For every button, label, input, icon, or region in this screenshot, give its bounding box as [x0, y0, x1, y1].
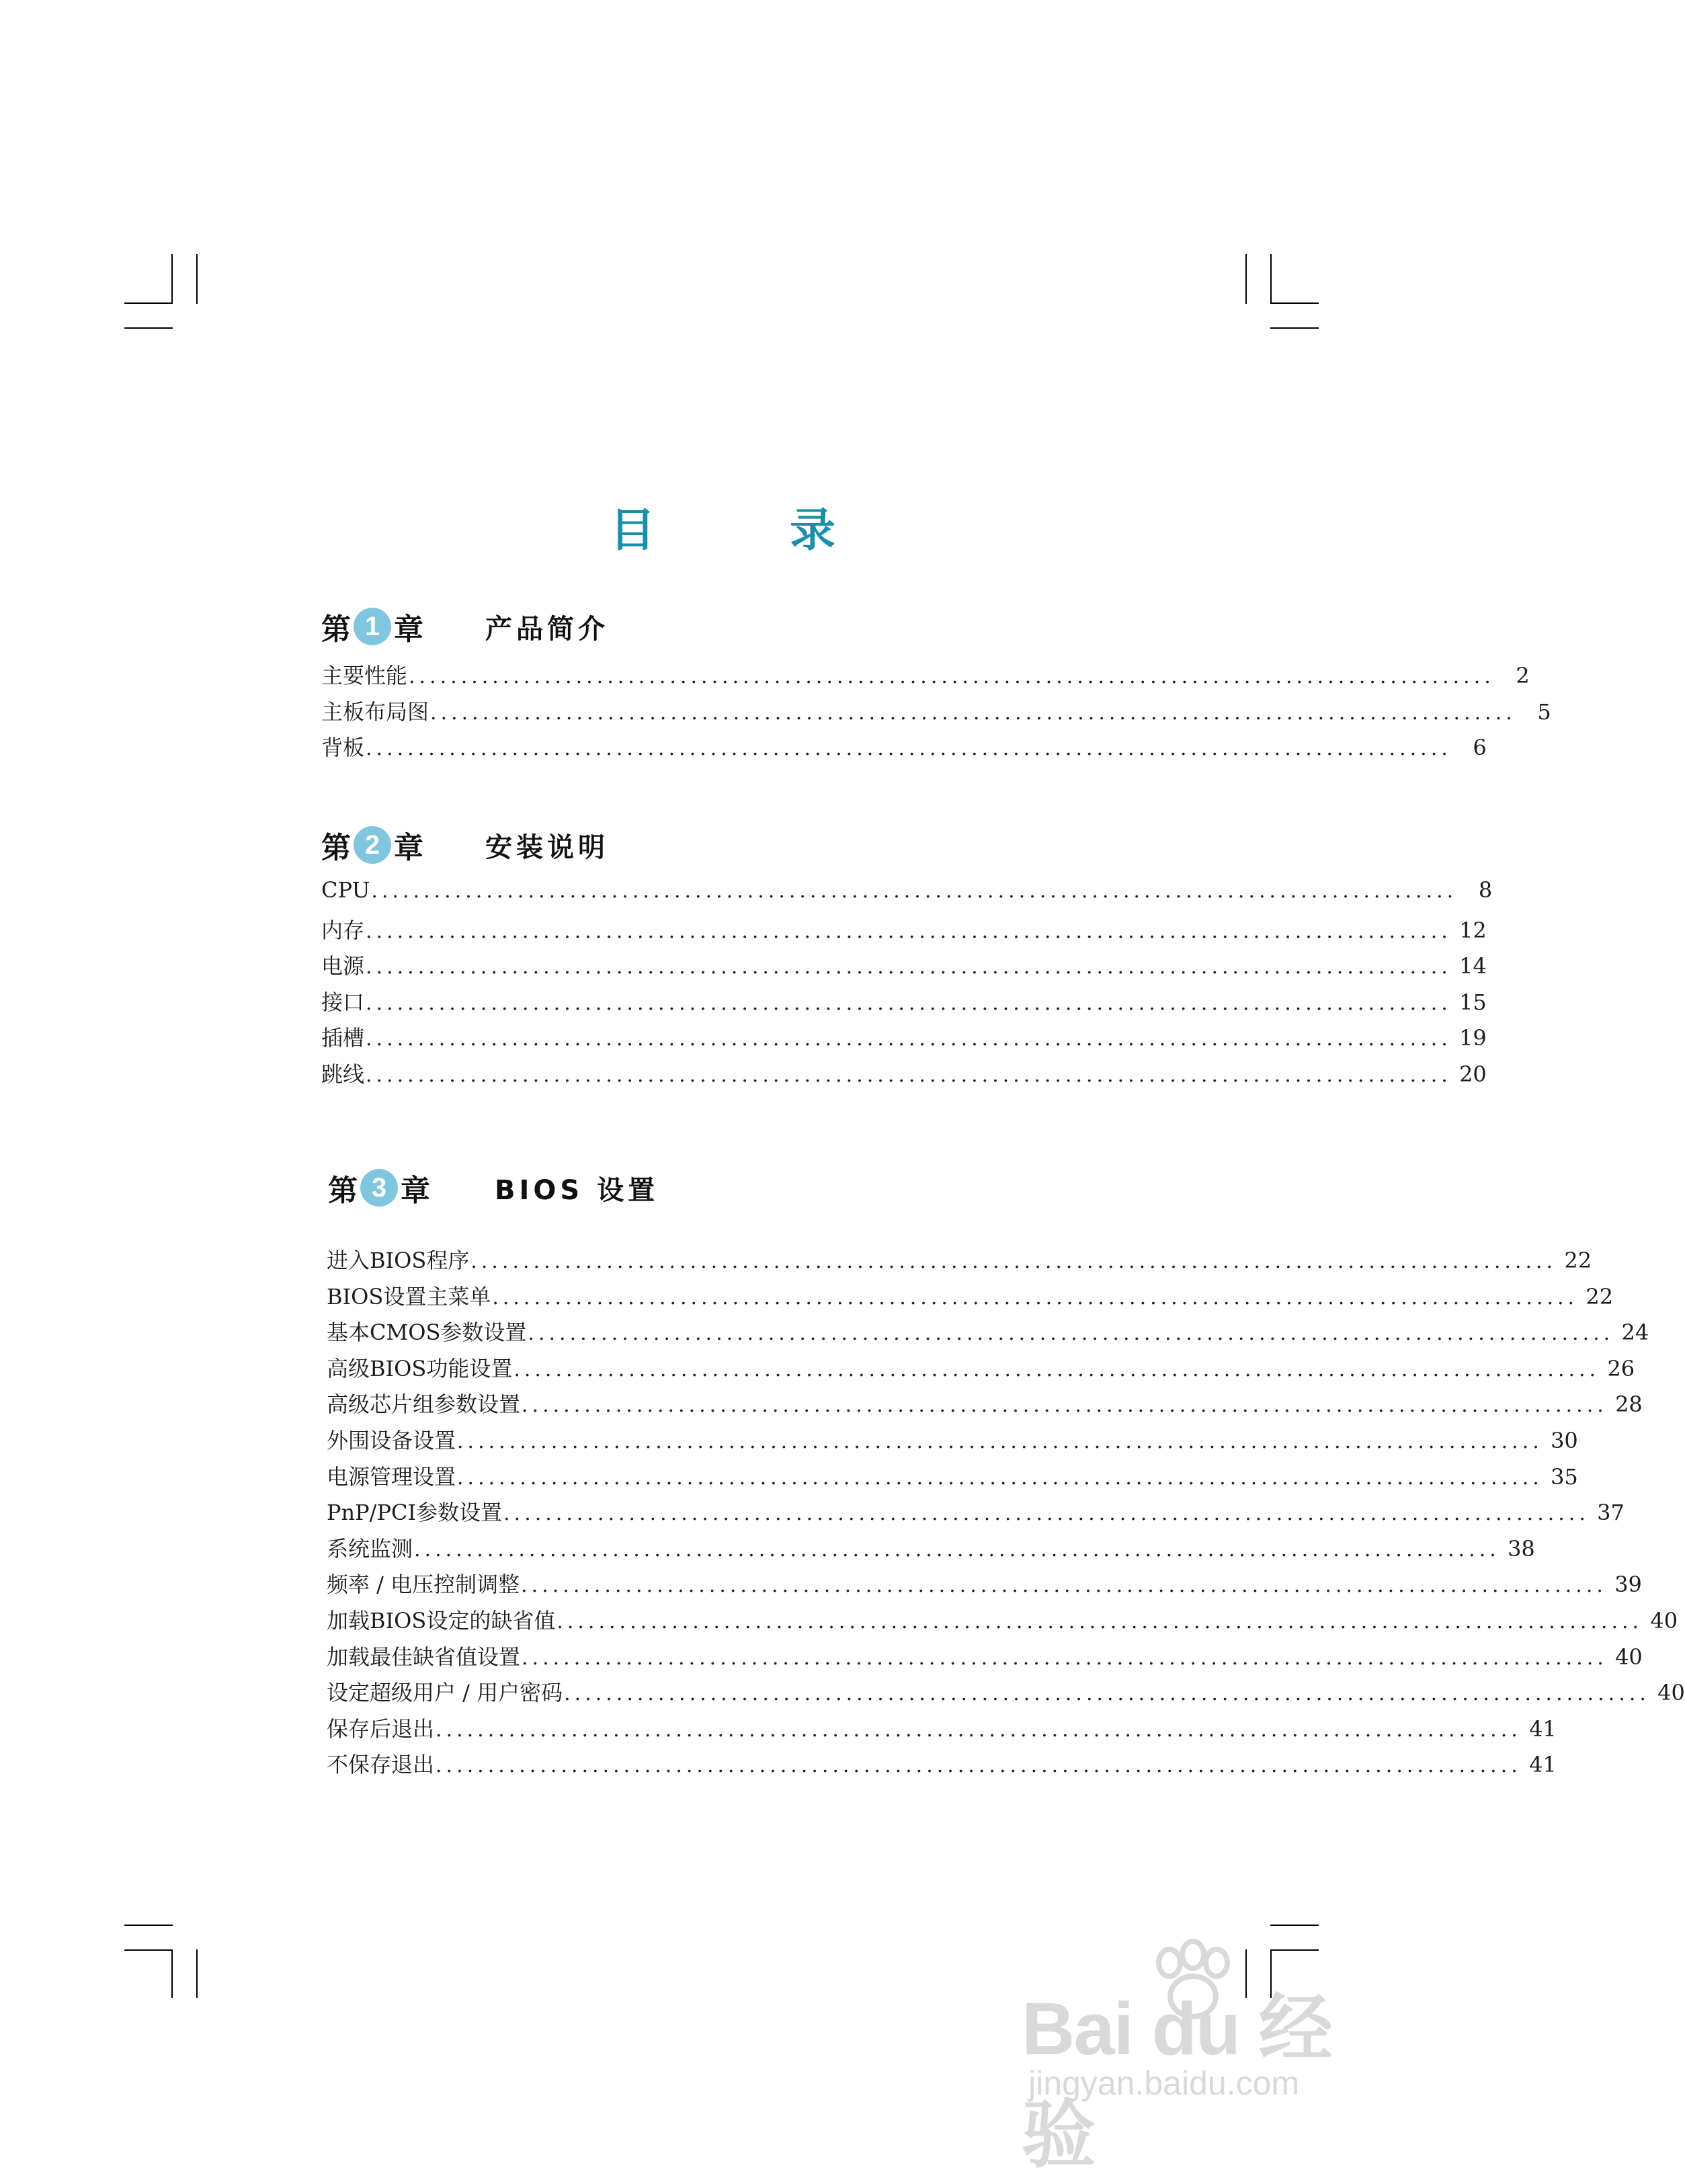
dot-leader: ........................................................................................................: [528, 1322, 1614, 1346]
toc-entry-label: 接口: [321, 989, 365, 1015]
chapter-number-badge: 3: [360, 1169, 398, 1207]
dot-leader: ........................................................................................................: [366, 919, 1452, 943]
watermark-logo: Bai du 经验: [1022, 1988, 1331, 2177]
toc-entry-label: 保存后退出: [327, 1715, 435, 1742]
toc-entry-page: 26: [1607, 1355, 1635, 1381]
chapter-heading-3: [328, 1166, 659, 1209]
chapter-number-badge: 2: [354, 826, 391, 864]
toc-entry: [327, 1712, 1557, 1743]
toc-entry-label: 电源管理设置: [327, 1463, 456, 1490]
toc-entry-label: 主板布局图: [321, 698, 429, 725]
page-title: [0, 494, 1445, 559]
toc-entry-label: BIOS设置主菜单: [327, 1283, 491, 1309]
chapter-suffix: 章: [394, 831, 423, 865]
crop-mark: [196, 1949, 198, 1998]
dot-leader: ........................................................................................................: [430, 700, 1516, 725]
dot-leader: ........................................................................................................: [366, 955, 1452, 979]
toc-entry: [327, 1532, 1535, 1563]
toc-entry-label: 高级芯片组参数设置: [327, 1391, 521, 1418]
toc-entry-label: 进入BIOS程序: [327, 1248, 470, 1273]
toc-entry-label: 系统监测: [327, 1535, 413, 1562]
dot-leader: ........................................................................................................: [366, 991, 1452, 1015]
title-char-2: 录: [790, 504, 836, 557]
toc-entry-page: 41: [1529, 1715, 1557, 1742]
toc-entry-page: 24: [1621, 1320, 1649, 1346]
dot-leader: ........................................................................................................: [366, 1063, 1452, 1087]
toc-entry: [327, 1280, 1614, 1311]
toc-entry: [327, 1604, 1678, 1635]
toc-entry-page: 22: [1564, 1248, 1592, 1273]
toc-entry-page: 12: [1459, 917, 1487, 943]
toc-entry-page: 20: [1459, 1061, 1487, 1087]
toc-entry-label: 设定超级用户 / 用户密码: [327, 1680, 563, 1706]
toc-entry-label: 内存: [321, 917, 365, 943]
chapter-suffix: 章: [401, 1174, 430, 1208]
toc-entry: [327, 1244, 1592, 1275]
dot-leader: ........................................................................................................: [366, 1027, 1452, 1051]
dot-leader: ........................................................................................................: [371, 879, 1458, 903]
toc-entry: [327, 1424, 1578, 1455]
toc-entry-page: 6: [1473, 735, 1487, 760]
toc-entry: [327, 1640, 1643, 1671]
dot-leader: ........................................................................................................: [409, 665, 1495, 688]
toc-entry-page: 37: [1597, 1500, 1625, 1526]
crop-mark: [1270, 327, 1319, 329]
chapter-prefix: 第: [328, 1174, 358, 1208]
toc-entry: [327, 1748, 1557, 1779]
chapter-suffix: 章: [394, 612, 423, 647]
crop-mark: [171, 1949, 173, 1998]
chapter-prefix: 第: [321, 612, 351, 647]
dot-leader: ........................................................................................................: [522, 1646, 1608, 1670]
dot-leader: ........................................................................................................: [492, 1285, 1579, 1309]
crop-mark: [1245, 254, 1247, 304]
dot-leader: ........................................................................................................: [457, 1430, 1543, 1453]
dot-leader: ........................................................................................................: [457, 1465, 1543, 1490]
chapter-number-badge: 1: [354, 608, 391, 645]
toc-entry-page: 35: [1551, 1463, 1578, 1490]
crop-mark: [124, 327, 173, 329]
toc-entry-page: 14: [1459, 953, 1487, 979]
toc-entry: [327, 1316, 1649, 1346]
toc-entry-label: 加载最佳缺省值设置: [327, 1644, 521, 1670]
toc-entry: [321, 659, 1530, 690]
toc-entry: [327, 1352, 1635, 1383]
title-char-1: 目: [609, 504, 655, 557]
crop-mark: [196, 254, 198, 304]
toc-entry: [327, 1496, 1625, 1527]
toc-entry-page: 40: [1650, 1608, 1678, 1633]
crop-mark: [124, 1925, 173, 1926]
toc-entry: [321, 1057, 1487, 1088]
crop-mark: [1270, 302, 1319, 304]
toc-entry-label: 插槽: [321, 1025, 365, 1051]
toc-entry-label: 跳线: [321, 1061, 365, 1087]
chapter-title: BIOS 设置: [495, 1174, 659, 1206]
chapter-heading-1: [321, 605, 609, 648]
toc-entry-label: 高级BIOS功能设置: [327, 1355, 513, 1381]
chapter-prefix: 第: [321, 831, 351, 865]
toc-entry-page: 8: [1478, 877, 1493, 903]
baidu-jingyan-watermark: [1022, 1956, 1358, 2177]
dot-leader: ........................................................................................................: [521, 1574, 1607, 1598]
toc-entry-label: CPU: [321, 877, 370, 903]
toc-entry-page: 19: [1459, 1025, 1487, 1051]
toc-entry: [327, 1676, 1685, 1707]
toc-entry: [321, 731, 1487, 762]
crop-mark: [171, 254, 173, 304]
toc-entry-page: 40: [1615, 1644, 1643, 1670]
toc-entry-page: 39: [1614, 1572, 1642, 1598]
crop-mark: [124, 1949, 173, 1951]
toc-entry: [321, 985, 1487, 1016]
watermark-url: jingyan.baidu.com: [1028, 2064, 1300, 2102]
toc-entry: [327, 1568, 1642, 1599]
dot-leader: ........................................................................................................: [470, 1250, 1557, 1273]
dot-leader: ........................................................................................................: [366, 737, 1452, 760]
toc-entry-page: 28: [1615, 1391, 1643, 1418]
dot-leader: ........................................................................................................: [513, 1357, 1600, 1381]
toc-entry-page: 22: [1586, 1283, 1614, 1309]
toc-entry-label: 外围设备设置: [327, 1428, 456, 1453]
dot-leader: ........................................................................................................: [557, 1610, 1643, 1633]
toc-entry-label: 频率 / 电压控制调整: [327, 1572, 520, 1598]
chapter-heading-2: [321, 823, 609, 866]
chapter-title: 产品简介: [485, 613, 609, 645]
crop-mark: [1270, 254, 1272, 304]
dot-leader: ........................................................................................................: [503, 1502, 1590, 1526]
toc-entry: [321, 877, 1493, 903]
dot-leader: ........................................................................................................: [564, 1682, 1650, 1706]
dot-leader: ........................................................................................................: [436, 1717, 1522, 1742]
chapter-title: 安装说明: [485, 832, 609, 863]
toc-entry-label: 加载BIOS设定的缺省值: [327, 1608, 556, 1633]
toc-entry-page: 40: [1657, 1680, 1685, 1706]
toc-entry-label: 电源: [321, 953, 365, 979]
toc-entry-label: 不保存退出: [327, 1752, 435, 1778]
dot-leader: ........................................................................................................: [436, 1754, 1522, 1778]
dot-leader: ........................................................................................................: [414, 1537, 1500, 1562]
toc-entry-label: PnP/PCI参数设置: [327, 1500, 503, 1526]
toc-entry-page: 5: [1537, 698, 1551, 725]
toc-entry-page: 41: [1529, 1752, 1557, 1778]
toc-entry: [321, 949, 1487, 980]
toc-entry-page: 2: [1516, 663, 1530, 688]
toc-entry-label: 背板: [321, 735, 365, 760]
crop-mark: [1270, 1925, 1319, 1926]
toc-entry-page: 15: [1459, 989, 1487, 1015]
crop-mark: [1270, 1949, 1319, 1951]
toc-entry-page: 38: [1508, 1535, 1535, 1562]
dot-leader: ........................................................................................................: [522, 1393, 1608, 1418]
toc-entry: [321, 695, 1551, 726]
toc-entry: [327, 1460, 1578, 1491]
toc-entry-page: 30: [1551, 1428, 1578, 1453]
toc-entry: [321, 914, 1487, 944]
toc-entry: [327, 1387, 1643, 1418]
crop-mark: [124, 302, 173, 304]
toc-entry: [321, 1021, 1487, 1052]
toc-entry-label: 主要性能: [321, 663, 408, 688]
toc-entry-label: 基本CMOS参数设置: [327, 1320, 527, 1346]
